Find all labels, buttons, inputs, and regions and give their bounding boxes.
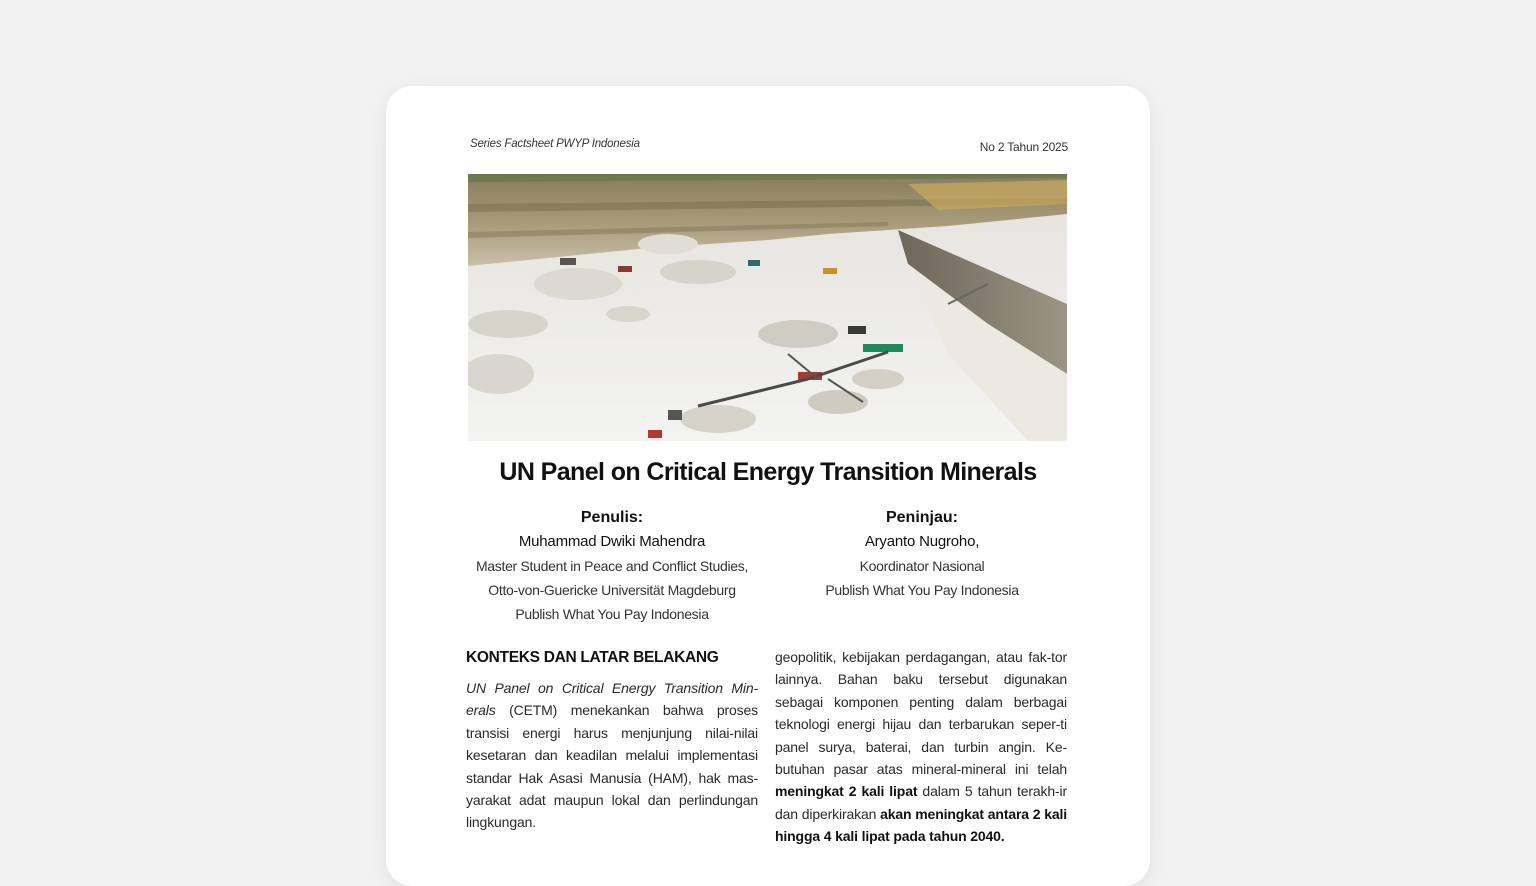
author-affiliation: Otto-von-Guericke Universität Magdeburg (488, 582, 736, 598)
document-header (470, 136, 1068, 156)
highlight-text: meningkat 2 kali lipat (775, 783, 918, 800)
document-title: UN Panel on Critical Energy Transition Minerals (499, 458, 1037, 486)
issue-number: No 2 Tahun 2025 (979, 140, 1068, 154)
body-column-left (466, 646, 758, 834)
reviewer-name: Aryanto Nugroho, (864, 533, 980, 550)
paragraph-text: dalam 5 tahun terakh-ir dan diperkirakan (775, 783, 1067, 822)
hero-image (468, 174, 1067, 441)
body-paragraph (775, 646, 1067, 848)
author-block (462, 506, 762, 626)
paragraph-text: geopolitik, kebijakan perdagangan, atau fak-tor lainnya. Bahan baku tersebut digunakan sebagai komponen penting dalam berbagai teknologi energi hijau dan terbarukan seper-ti panel surya, baterai, dan turbin angin. Ke-butuhan pasar atas mineral-mineral ini telah (775, 649, 1067, 778)
document-page (386, 86, 1150, 886)
italic-lead: UN Panel on Critical Energy Transition Min-erals (466, 680, 758, 719)
reviewer-affiliation: Publish What You Pay Indonesia (825, 582, 1019, 598)
series-label: Series Factsheet PWYP Indonesia (470, 138, 640, 150)
body-paragraph (466, 677, 758, 834)
reviewer-affiliation: Koordinator Nasional (859, 558, 985, 574)
paragraph-text: (CETM) menekankan bahwa proses transisi energi harus menjunjung nilai-nilai kesetaran dan keadilan melalui implementasi standar Hak Asasi Manusia (HAM), hak mas-yarakat adat maupun lokal dan perlindungan lingkungan. (466, 702, 758, 831)
highlight-text: akan meningkat antara 2 kali hingga 4 kali lipat pada tahun 2040. (775, 805, 1067, 845)
author-affiliation: Master Student in Peace and Conflict Studies, (475, 558, 749, 574)
body-column-right (775, 646, 1067, 848)
reviewer-block (772, 506, 1072, 602)
author-name: Muhammad Dwiki Mahendra (518, 533, 706, 550)
section-heading: KONTEKS DAN LATAR BELAKANG (466, 649, 719, 666)
author-role: Penulis: (580, 509, 644, 526)
reviewer-role: Peninjau: (885, 509, 958, 526)
author-affiliation: Publish What You Pay Indonesia (515, 606, 709, 622)
